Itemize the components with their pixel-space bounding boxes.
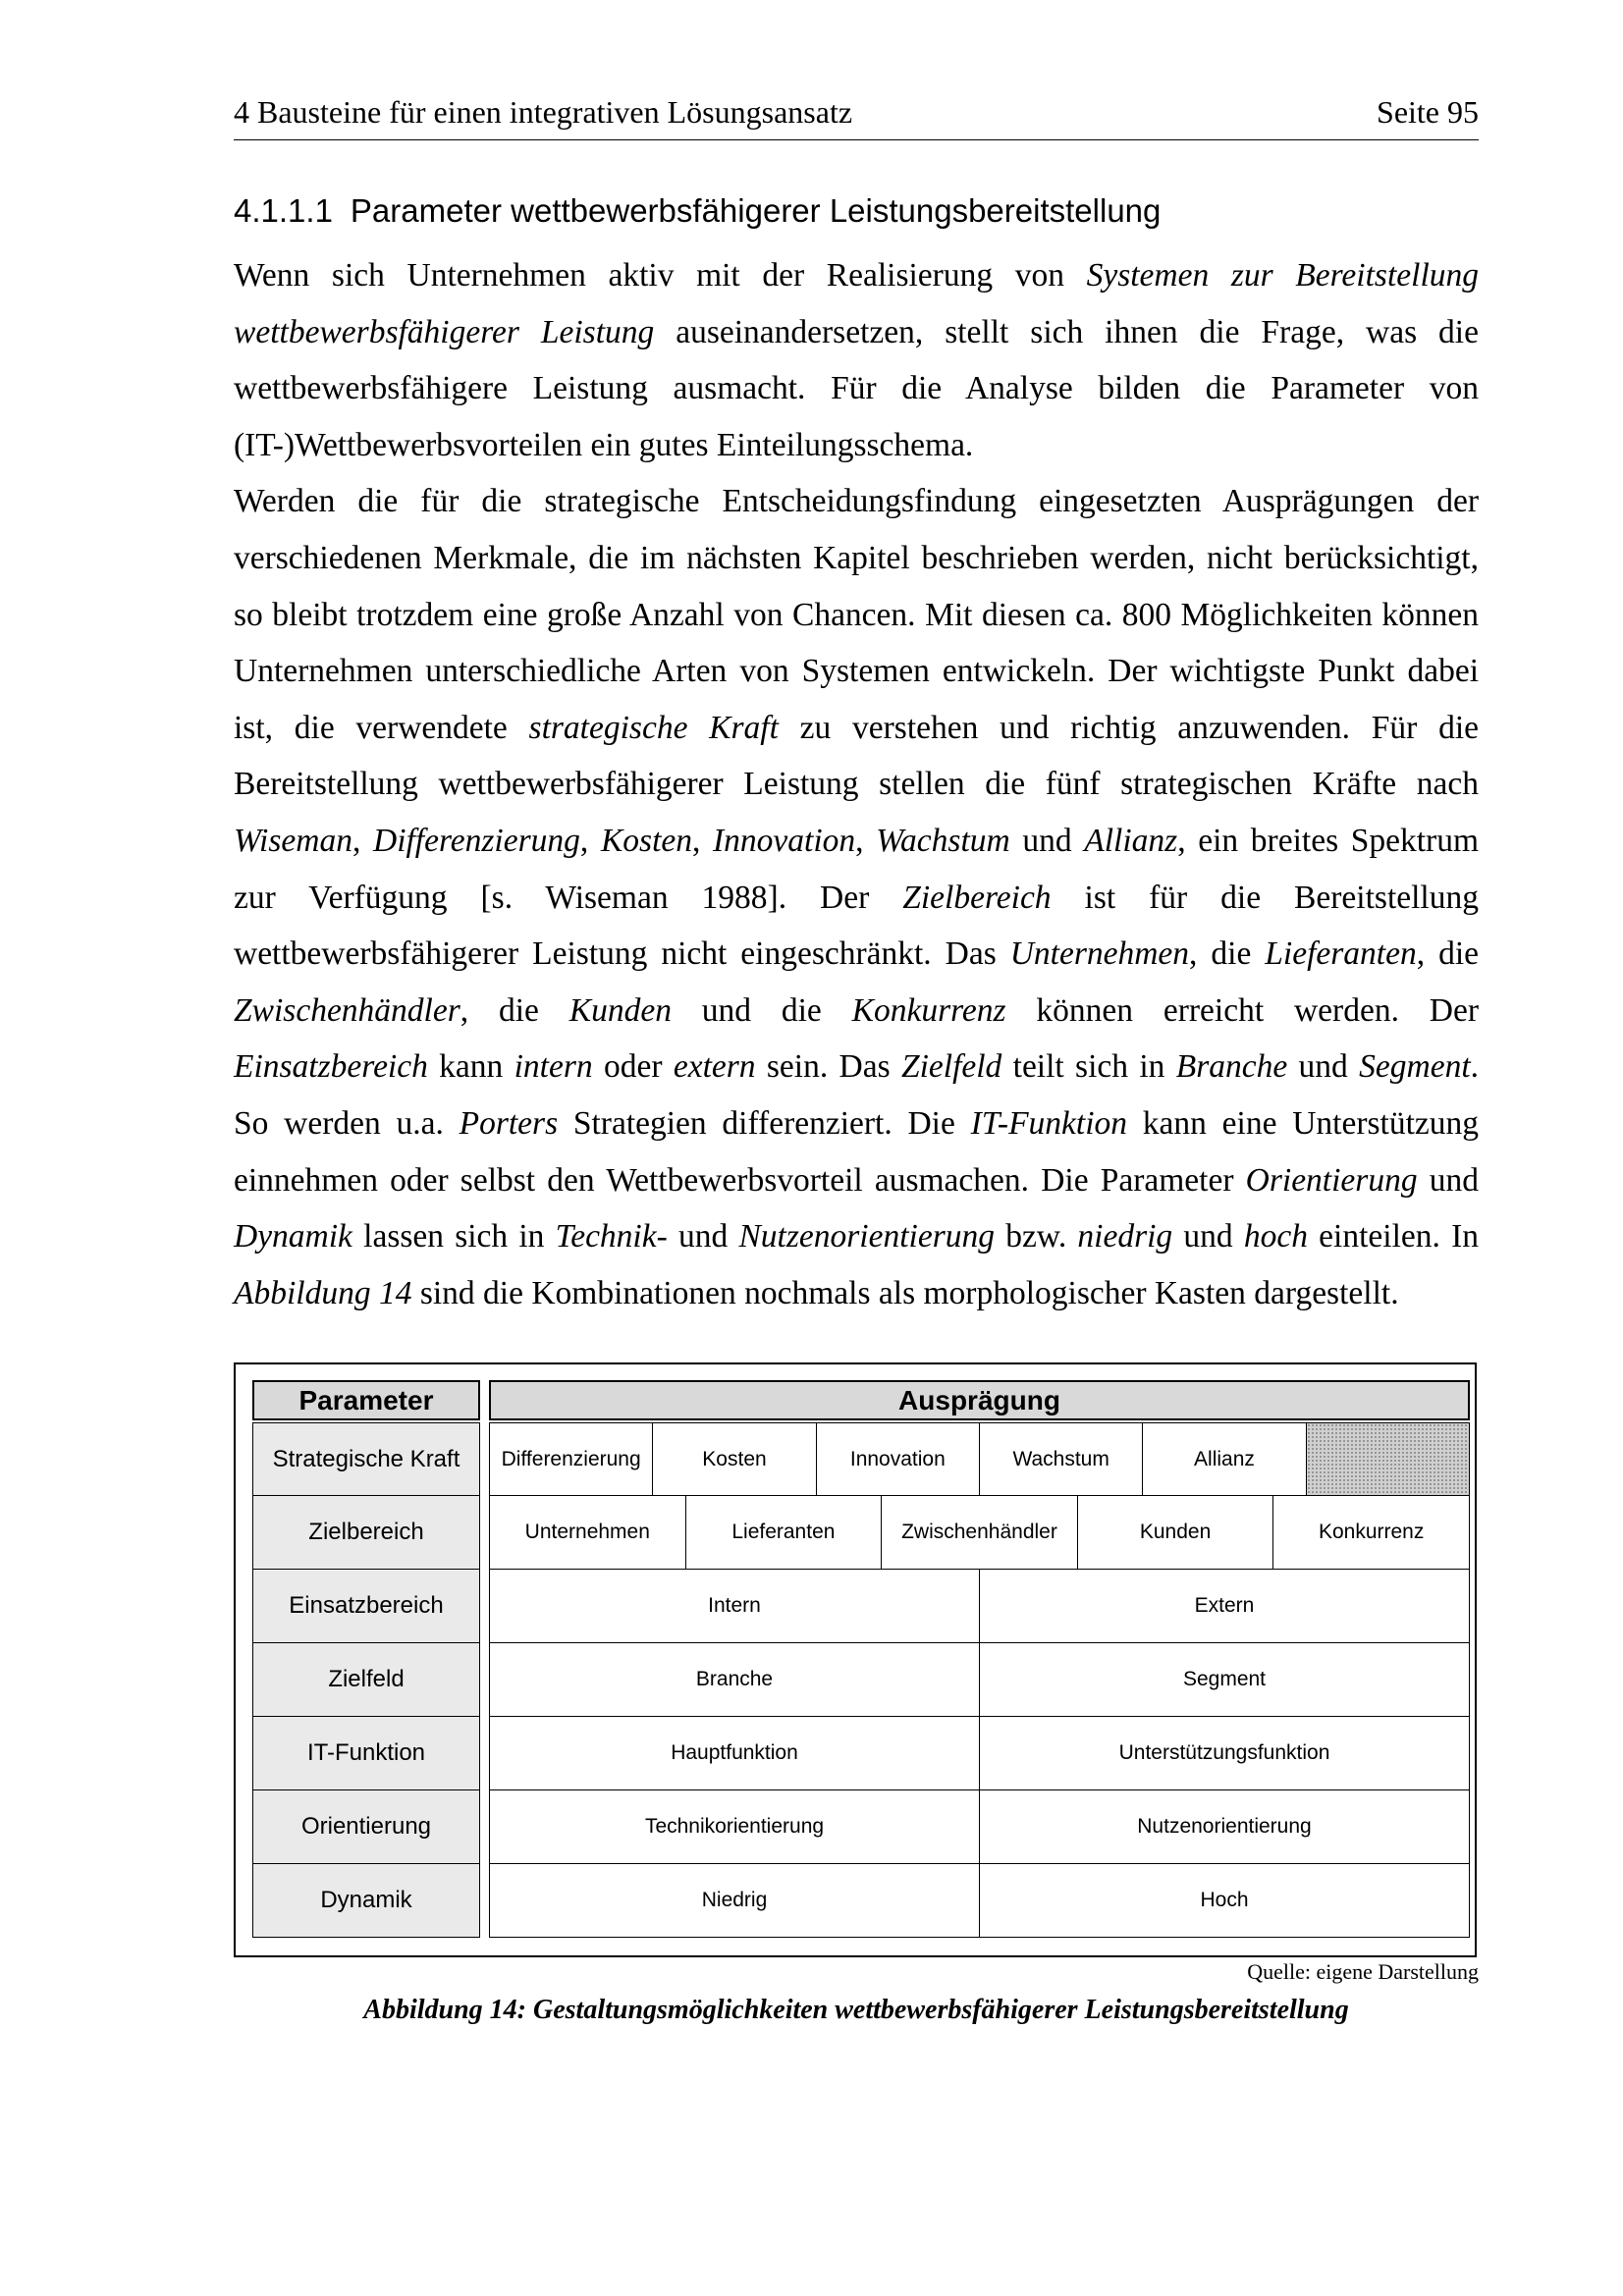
text-run: und <box>667 1218 739 1255</box>
text-run: und die <box>671 991 852 1029</box>
auspraegung-cell: Intern <box>490 1570 980 1642</box>
text-run: Strategien differenziert. Die <box>558 1104 971 1142</box>
italic-run: extern <box>673 1048 756 1086</box>
text-run: sein. Das <box>755 1048 901 1086</box>
auspraegung-cell: Kunden <box>1078 1496 1274 1569</box>
text-run: bzw. <box>994 1218 1078 1255</box>
italic-run: Systemen zur Bereitstellung wettbewerbsfähigerer Leistung <box>234 257 1479 350</box>
auspraegung-cell: Konkurrenz <box>1273 1496 1469 1569</box>
text-run: auseinandersetzen, stellt sich ihnen die Frage, was die wettbewerbsfähigere Leistung ausmacht. Für die Analyse bilden die Parameter von (IT-)Wettbewerbsvorteilen ein gutes Einteilungsschema. <box>234 313 1479 463</box>
italic-run: Kunden <box>568 991 672 1029</box>
italic-run: Innovation <box>713 822 856 859</box>
auspraegung-cell: Technikorientierung <box>490 1790 980 1863</box>
auspraegung-cell: Allianz <box>1143 1423 1306 1495</box>
parameter-cell: Dynamik <box>252 1864 480 1938</box>
parameter-cell: Zielfeld <box>252 1643 480 1717</box>
italic-run: Konkurrenz <box>851 991 1006 1029</box>
parameter-cell: Strategische Kraft <box>252 1422 480 1496</box>
auspraegung-row <box>489 1496 1470 1570</box>
text-run: , <box>855 822 877 859</box>
text-run: , <box>579 822 601 859</box>
chapter-title: 4 Bausteine für einen integrativen Lösungsansatz <box>234 94 853 130</box>
italic-run: Kosten <box>600 822 692 859</box>
parameter-cell: Orientierung <box>252 1790 480 1864</box>
text-run: , die <box>460 991 569 1029</box>
auspraegung-cell: Innovation <box>817 1423 980 1495</box>
auspraegung-row <box>489 1643 1470 1717</box>
figure-source: Quelle: eigene Darstellung <box>1247 1959 1479 1984</box>
auspraegung-cell: Zwischenhändler <box>882 1496 1078 1569</box>
italic-run: intern <box>514 1048 593 1086</box>
italic-run: Differenzierung <box>373 822 580 859</box>
italic-run: strategische Kraft <box>528 709 779 746</box>
auspraegung-header: Ausprägung <box>489 1380 1470 1420</box>
parameter-cell: IT-Funktion <box>252 1717 480 1790</box>
text-run: oder <box>592 1048 674 1086</box>
empty-hatched-cell <box>1307 1423 1469 1495</box>
text-run: kann <box>427 1048 514 1086</box>
text-run: einteilen. In <box>1307 1218 1479 1255</box>
text-run: zu verstehen und richtig anzuwenden. Für die Bereitstellung wettbewerbsfähigerer Leistung stellen die fünf strategischen Kräfte nach <box>234 709 1479 803</box>
auspraegung-cell: Extern <box>980 1570 1469 1642</box>
italic-run: Unternehmen <box>1009 935 1190 973</box>
section-heading <box>234 192 1161 230</box>
text-run: und <box>1009 822 1085 859</box>
auspraegung-cell: Wachstum <box>980 1423 1143 1495</box>
italic-run: Wachstum <box>876 822 1010 859</box>
italic-run: niedrig <box>1077 1218 1173 1255</box>
italic-run: Orientierung <box>1245 1161 1418 1199</box>
auspraegung-row <box>489 1570 1470 1643</box>
italic-run: Zwischenhändler <box>234 991 460 1029</box>
morphological-box-figure <box>234 1362 1477 1957</box>
section-title: Parameter wettbewerbsfähigerer Leistungsbereitstellung <box>350 192 1162 229</box>
italic-run: IT-Funktion <box>970 1104 1128 1142</box>
auspraegung-cell: Unterstützungsfunktion <box>980 1717 1469 1789</box>
text-run: , <box>692 822 714 859</box>
body-text <box>234 247 1479 1321</box>
text-run: sind die Kombinationen nochmals als morphologischer Kasten dargestellt. <box>411 1274 1399 1311</box>
italic-run: Segment <box>1359 1048 1471 1086</box>
parameter-cell: Einsatzbereich <box>252 1570 480 1643</box>
text-run: , ein breites Spektrum zur Verfügung [s. Wiseman 1988]. Der <box>234 822 1480 916</box>
text-run: . So werden u.a. <box>234 1048 1480 1142</box>
italic-run: Technik- <box>555 1218 668 1255</box>
text-run: lassen sich in <box>352 1218 556 1255</box>
auspraegung-cell: Unternehmen <box>490 1496 686 1569</box>
paragraph-1 <box>234 247 1479 473</box>
text-run: und <box>1287 1048 1360 1086</box>
auspraegung-row <box>489 1864 1470 1938</box>
auspraegung-cell: Lieferanten <box>686 1496 883 1569</box>
auspraegung-cell: Kosten <box>653 1423 816 1495</box>
auspraegung-cell: Differenzierung <box>490 1423 653 1495</box>
paragraph-2 <box>234 473 1479 1321</box>
text-run: Werden die für die strategische Entscheidungsfindung eingesetzten Ausprägungen der verschiedenen Merkmale, die im nächsten Kapitel beschrieben werden, nicht berücksichtigt, so bleibt trotzdem eine große Anzahl von Chancen. Mit diesen ca. 800 Möglichkeiten können Unternehmen unterschiedliche Arten von Systemen entwickeln. Der wichtigste Punkt dabei ist, die verwendete <box>234 483 1479 746</box>
auspraegung-cell: Nutzenorientierung <box>980 1790 1469 1863</box>
italic-run: Abbildung 14 <box>234 1274 412 1311</box>
italic-run: Dynamik <box>234 1218 352 1255</box>
text-run: , die <box>1416 935 1479 973</box>
page-number: Seite 95 <box>1377 94 1479 130</box>
italic-run: Allianz <box>1084 822 1178 859</box>
text-run: und <box>1172 1218 1244 1255</box>
italic-run: Wiseman <box>234 822 352 859</box>
auspraegung-cell: Niedrig <box>490 1864 980 1937</box>
auspraegung-cell: Branche <box>490 1643 980 1716</box>
text-run: Wenn sich Unternehmen aktiv mit der Realisierung von <box>234 257 1087 294</box>
figure-caption: Abbildung 14: Gestaltungsmöglichkeiten wettbewerbsfähigerer Leistungsbereitstellung <box>363 1995 1349 2025</box>
auspraegung-row <box>489 1422 1470 1496</box>
text-run: , die <box>1189 935 1266 973</box>
italic-run: Zielbereich <box>902 879 1052 916</box>
auspraegung-cell: Hoch <box>980 1864 1469 1937</box>
italic-run: Einsatzbereich <box>234 1048 428 1086</box>
text-run: kann eine Unterstützung einnehmen oder selbst den Wettbewerbsvorteil ausmachen. Die Parameter <box>234 1104 1479 1199</box>
parameter-column <box>252 1380 480 1938</box>
auspraegung-cell: Hauptfunktion <box>490 1717 980 1789</box>
text-run: ist für die Bereitstellung wettbewerbsfähigerer Leistung nicht eingeschränkt. Das <box>234 879 1479 973</box>
text-run: können erreicht werden. Der <box>1005 991 1479 1029</box>
italic-run: Nutzenorientierung <box>738 1218 995 1255</box>
auspraegung-row <box>489 1790 1470 1864</box>
italic-run: Porters <box>459 1104 559 1142</box>
text-run: teilt sich in <box>1001 1048 1176 1086</box>
auspraegung-row <box>489 1717 1470 1790</box>
section-number: 4.1.1.1 <box>234 192 333 229</box>
text-run: und <box>1417 1161 1479 1199</box>
page-header <box>234 94 1479 140</box>
italic-run: hoch <box>1243 1218 1308 1255</box>
italic-run: Lieferanten <box>1265 935 1417 973</box>
parameter-cell: Zielbereich <box>252 1496 480 1570</box>
italic-run: Branche <box>1175 1048 1288 1086</box>
auspraegung-column <box>489 1380 1470 1938</box>
parameter-header: Parameter <box>252 1380 480 1420</box>
auspraegung-cell: Segment <box>980 1643 1469 1716</box>
text-run: , <box>352 822 373 859</box>
italic-run: Zielfeld <box>900 1048 1002 1086</box>
